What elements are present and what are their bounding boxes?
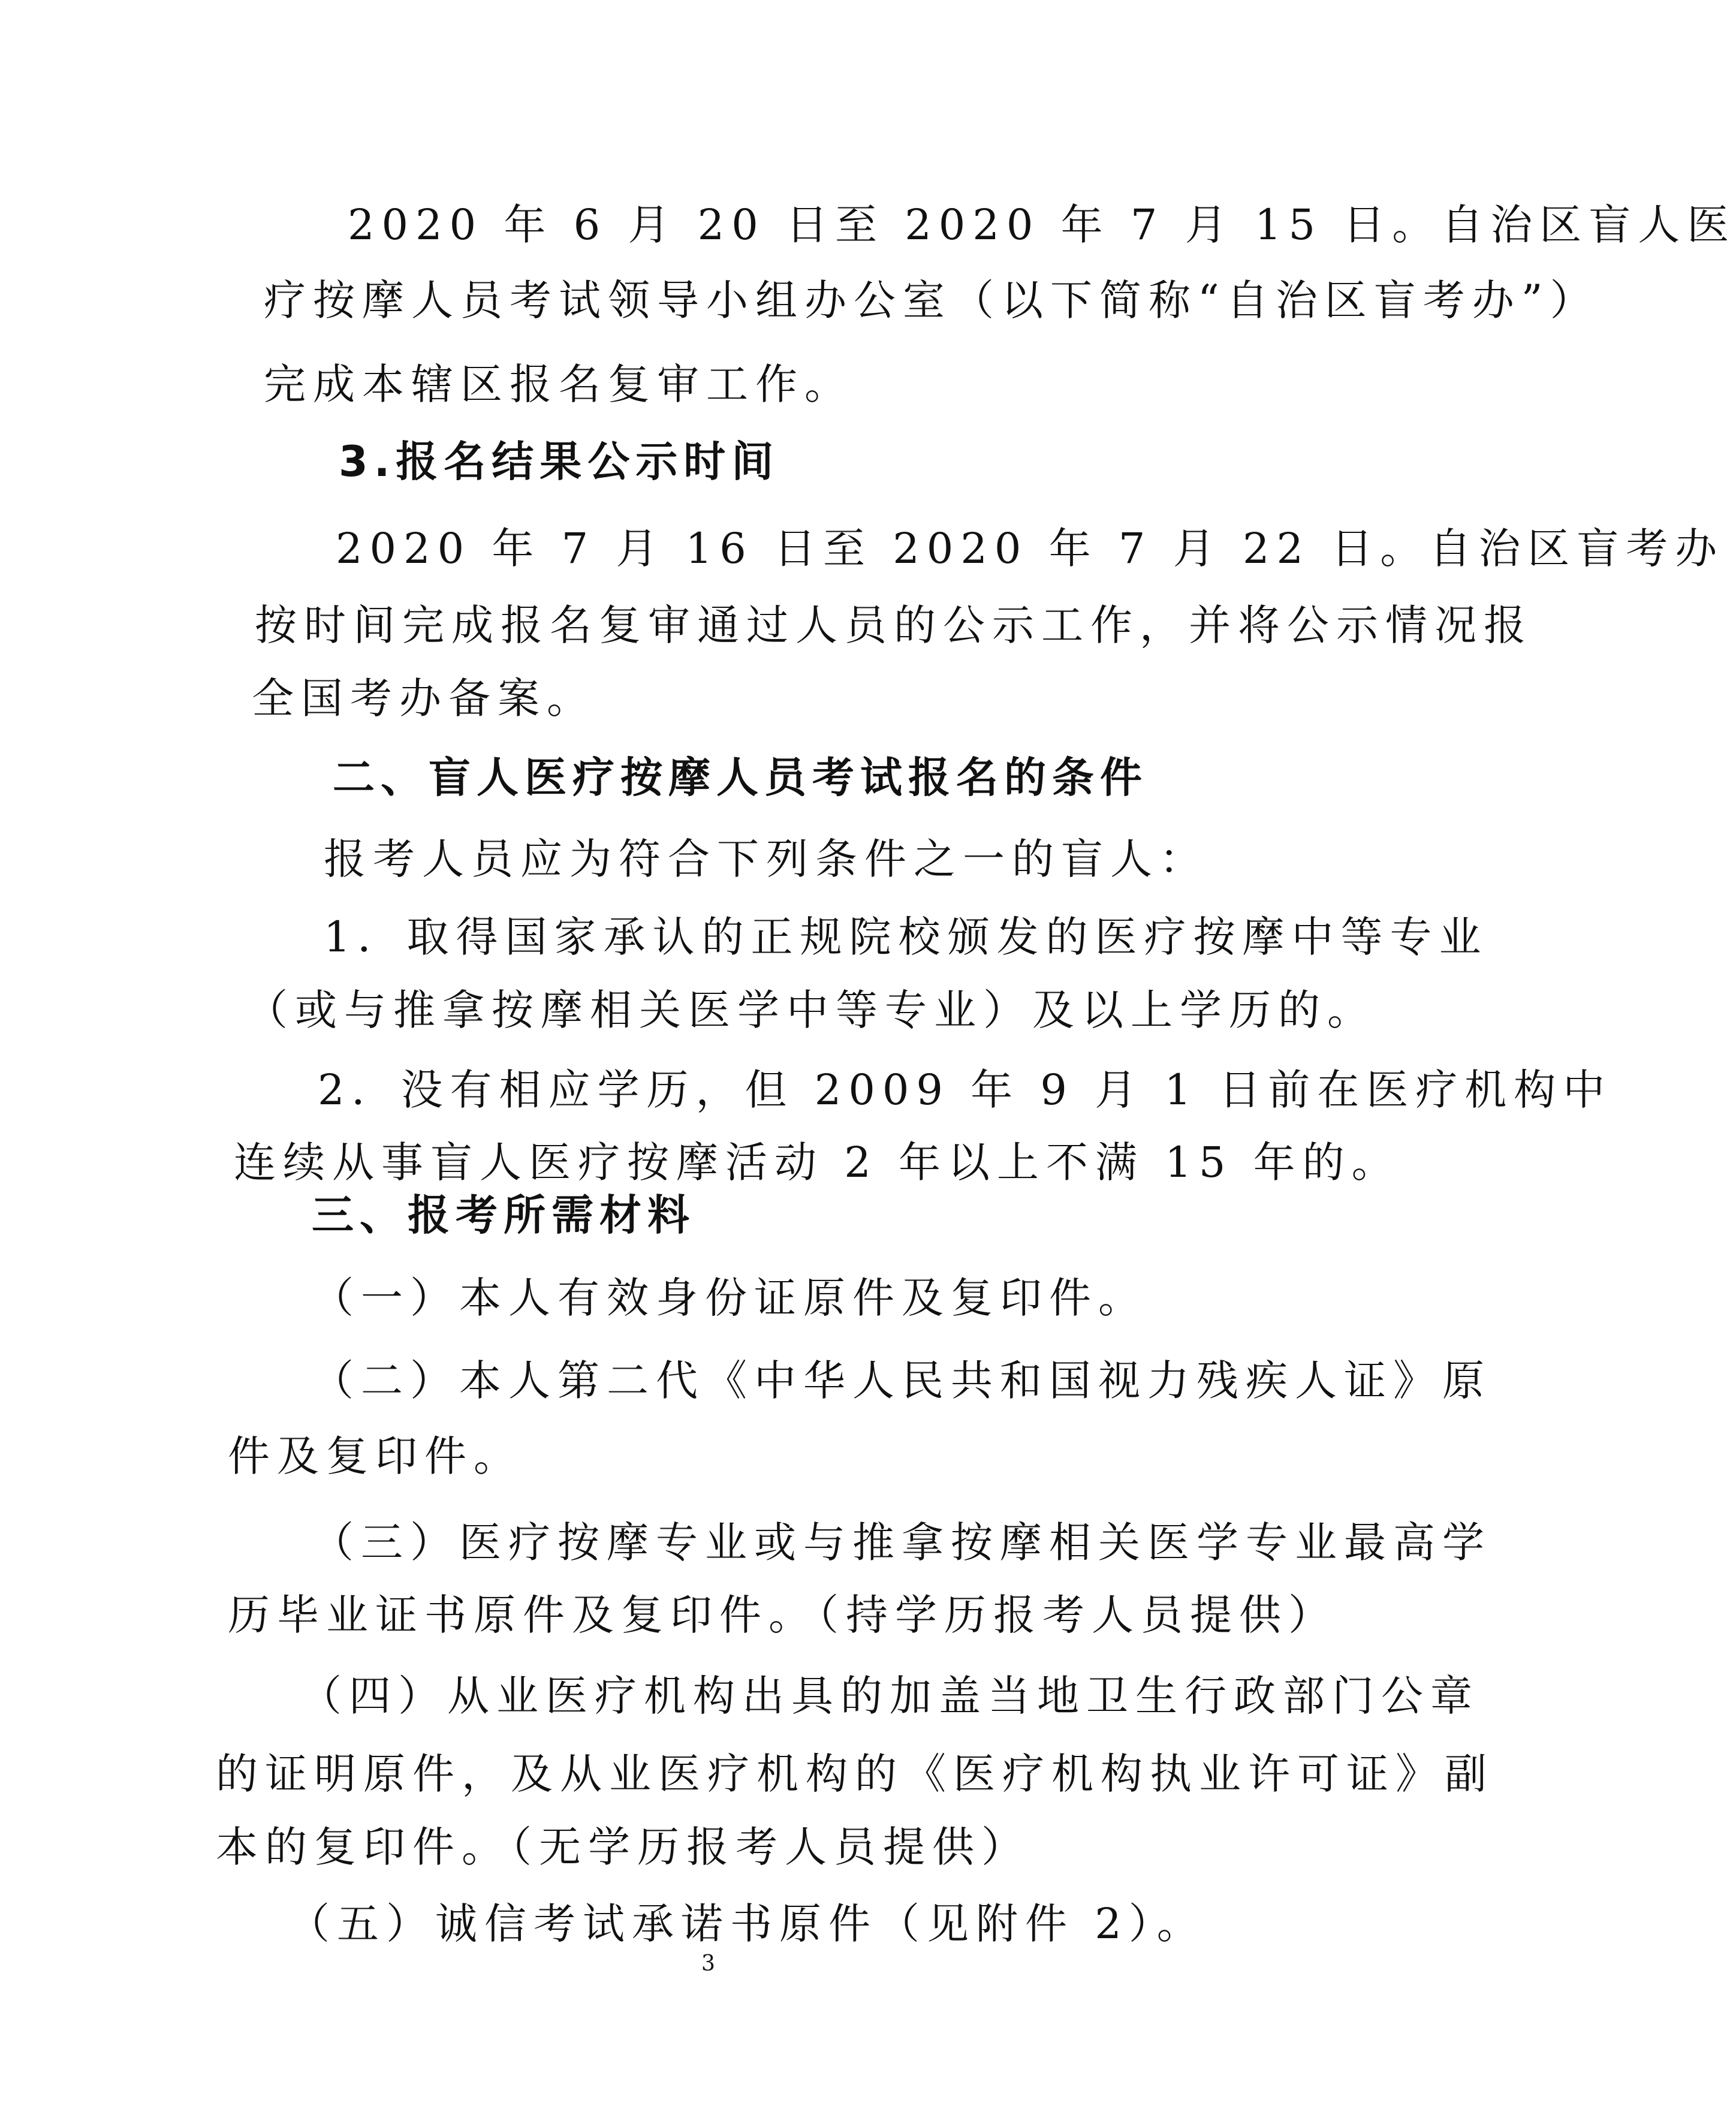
body-line: 2020 年 7 月 16 日至 2020 年 7 月 22 日。自治区盲考办 — [336, 524, 1725, 573]
section-heading: 三、报考所需材料 — [312, 1191, 695, 1240]
body-line: 报考人员应为符合下列条件之一的盲人： — [324, 834, 1208, 884]
body-line: 疗按摩人员考试领导小组办公室（以下简称“自治区盲考办”） — [264, 276, 1599, 325]
body-line: 2020 年 6 月 20 日至 2020 年 7 月 15 日。自治区盲人医 — [348, 200, 1736, 249]
body-line: 的证明原件，及从业医疗机构的《医疗机构执业许可证》副 — [216, 1749, 1494, 1798]
body-line: 1．取得国家承认的正规院校颁发的医疗按摩中等专业 — [324, 912, 1488, 962]
body-line: （三）医疗按摩专业或与推拿按摩相关医学专业最高学 — [312, 1518, 1491, 1567]
body-line: （二）本人第二代《中华人民共和国视力残疾人证》原 — [312, 1356, 1491, 1405]
body-line: 完成本辖区报名复审工作。 — [264, 360, 854, 409]
body-line: （五）诚信考试承诺书原件（见附件 2）。 — [288, 1899, 1206, 1948]
section-heading: 3.报名结果公示时间 — [339, 437, 780, 486]
body-line: 本的复印件。（无学历报考人员提供） — [216, 1822, 1030, 1872]
body-line: （四）从业医疗机构出具的加盖当地卫生行政部门公章 — [300, 1671, 1479, 1721]
body-line: 按时间完成报名复审通过人员的公示工作，并将公示情况报 — [255, 601, 1533, 650]
body-line: （一）本人有效身份证原件及复印件。 — [312, 1273, 1147, 1322]
body-line: 全国考办备案。 — [252, 674, 596, 723]
body-line: 历毕业证书原件及复印件。（持学历报考人员提供） — [228, 1590, 1337, 1640]
body-line: 连续从事盲人医疗按摩活动 2 年以上不满 15 年的。 — [234, 1138, 1401, 1187]
page-number: 3 — [701, 1951, 715, 1976]
body-line: 件及复印件。 — [228, 1432, 523, 1481]
body-line: 2．没有相应学历，但 2009 年 9 月 1 日前在医疗机构中 — [318, 1065, 1613, 1114]
body-line: （或与推拿按摩相关医学中等专业）及以上学历的。 — [246, 986, 1376, 1035]
section-heading: 二、盲人医疗按摩人员考试报名的条件 — [333, 753, 1148, 802]
